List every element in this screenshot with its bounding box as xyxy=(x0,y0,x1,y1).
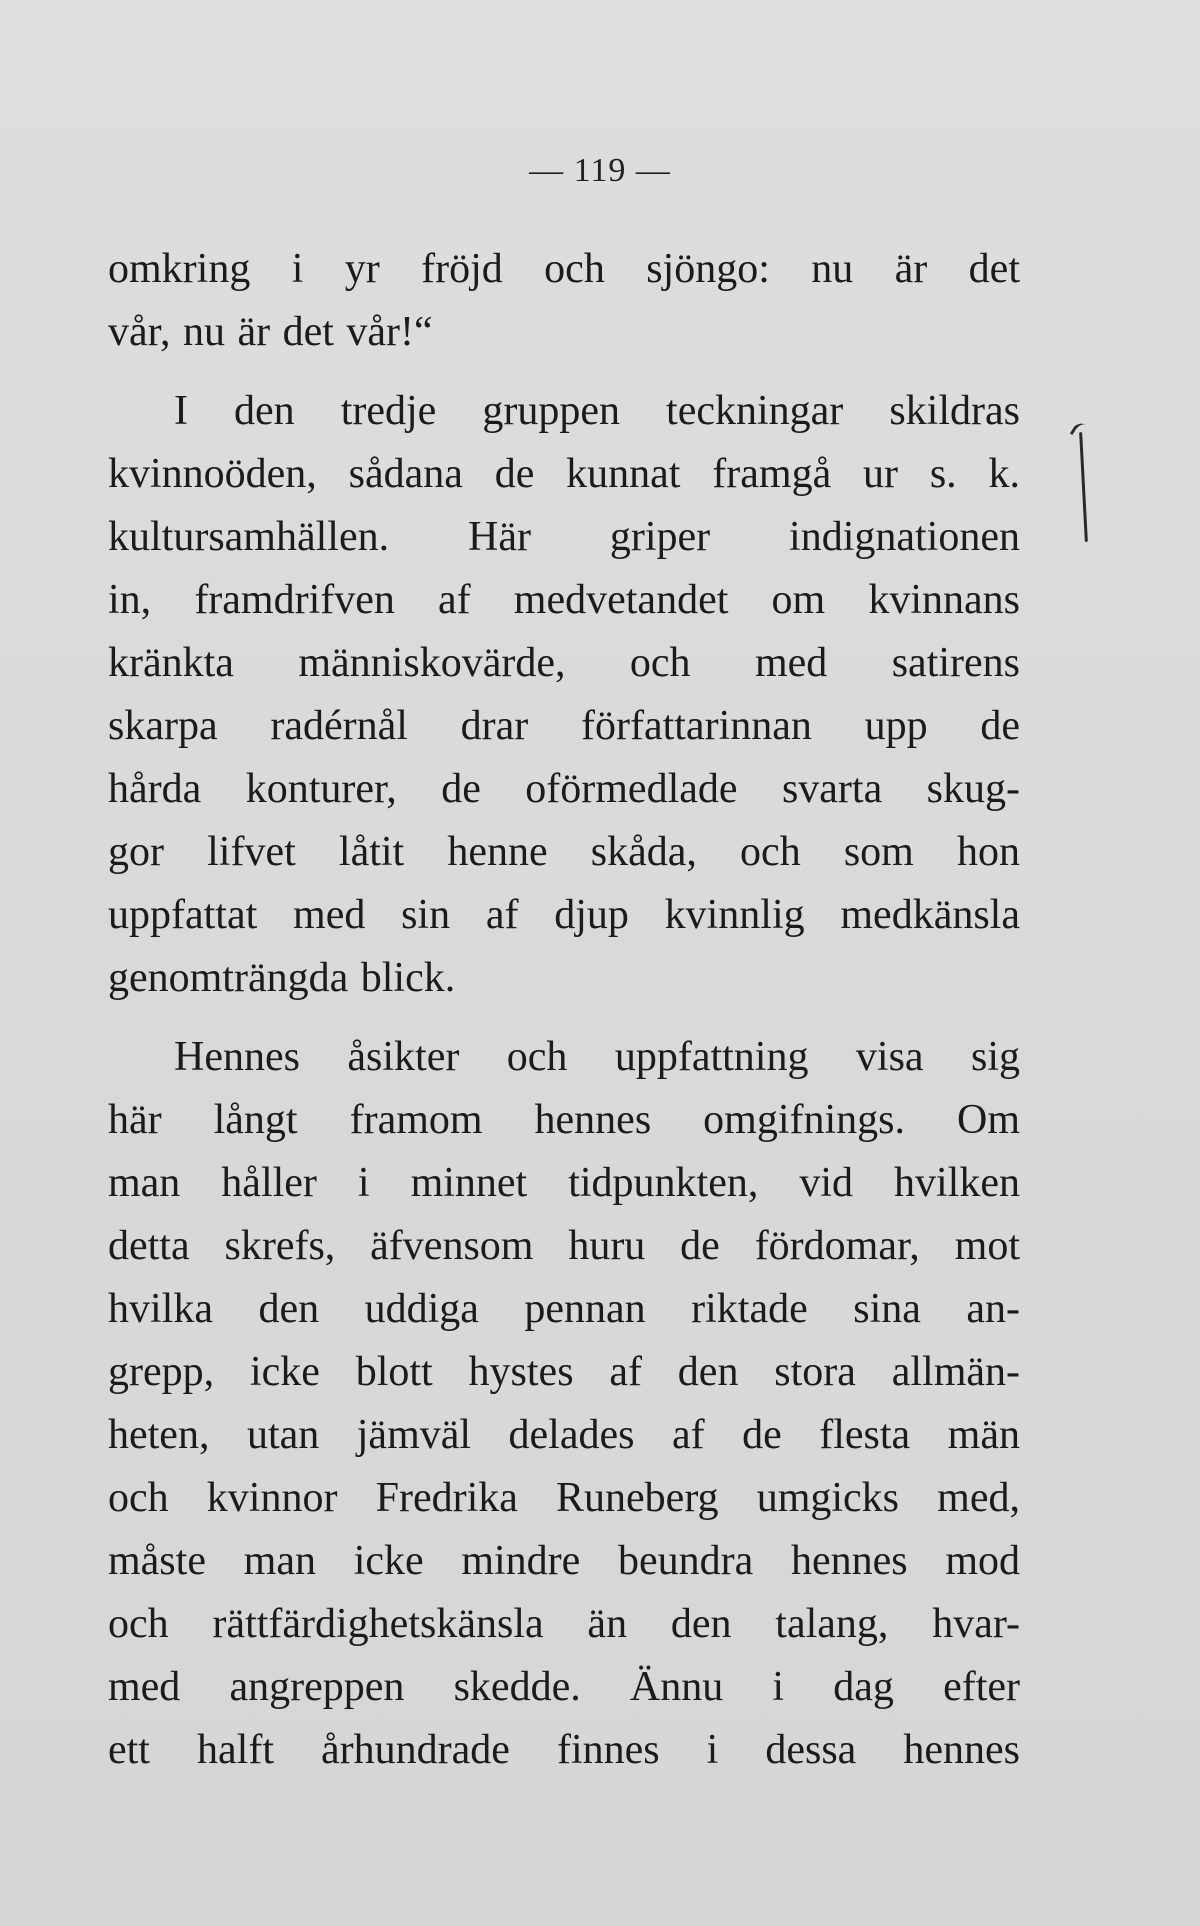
text-line: man håller i minnet tidpunkten, vid hvilken xyxy=(108,1160,1020,1206)
paragraph-start-line: I den tredje gruppen teckningar skildras xyxy=(174,388,1020,434)
text-line: gor lifvet låtit henne skåda, och som hon xyxy=(108,829,1020,875)
text-line: grepp, icke blott hystes af den stora allmän- xyxy=(108,1349,1020,1395)
text-line: kvinnoöden, sådana de kunnat framgå ur s. k. xyxy=(108,451,1020,497)
text-line: hårda konturer, de oförmedlade svarta skug- xyxy=(108,766,1020,812)
text-line: här långt framom hennes omgifnings. Om xyxy=(108,1097,1020,1143)
text-line: hvilka den uddiga pennan riktade sina an- xyxy=(108,1286,1020,1332)
text-line: kultursamhällen. Här griper indignationen xyxy=(108,514,1020,560)
text-line: måste man icke mindre beundra hennes mod xyxy=(108,1538,1020,1584)
text-line: in, framdrifven af medvetandet om kvinnans xyxy=(108,577,1020,623)
text-line: och kvinnor Fredrika Runeberg umgicks med, xyxy=(108,1475,1020,1521)
text-line: ett halft århundrade finnes i dessa hennes xyxy=(108,1727,1020,1773)
text-line: omkring i yr fröjd och sjöngo: nu är det xyxy=(108,246,1020,292)
paragraph-start-line: Hennes åsikter och uppfattning visa sig xyxy=(174,1034,1020,1080)
text-line: med angreppen skedde. Ännu i dag efter xyxy=(108,1664,1020,1710)
text-line: och rättfärdighetskänsla än den talang, hvar- xyxy=(108,1601,1020,1647)
page-number: — 119 — xyxy=(529,152,671,189)
text-line: skarpa radérnål drar författarinnan upp de xyxy=(108,703,1020,749)
text-line: uppfattat med sin af djup kvinnlig medkänsla xyxy=(108,892,1020,938)
text-line: vår, nu är det vår!“ xyxy=(108,309,433,355)
text-line: genomträngda blick. xyxy=(108,955,456,1001)
margin-mark xyxy=(1079,432,1088,542)
text-line: detta skrefs, äfvensom huru de fördomar, mot xyxy=(108,1223,1020,1269)
text-line: kränkta människovärde, och med satirens xyxy=(108,640,1020,686)
text-line: heten, utan jämväl delades af de flesta män xyxy=(108,1412,1020,1458)
